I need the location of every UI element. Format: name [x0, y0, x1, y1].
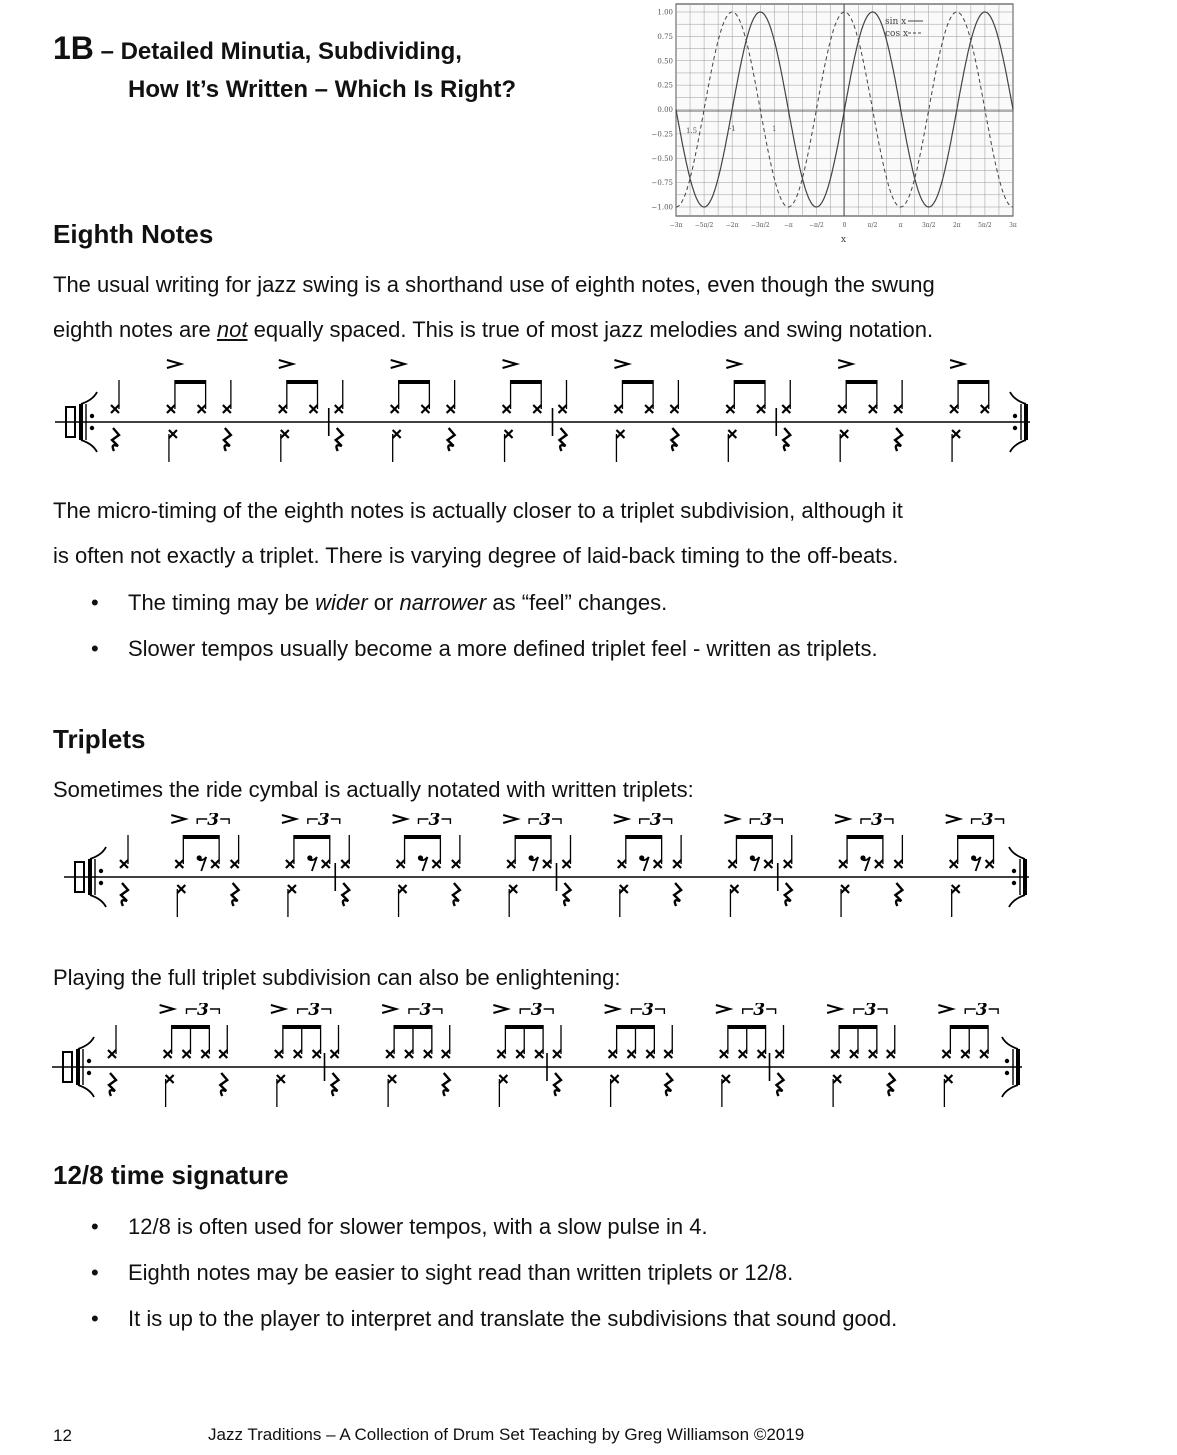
repeat-dot	[87, 1071, 91, 1075]
tuplet-number: 3	[864, 1003, 877, 1020]
x-tick-label: 5π/2	[978, 222, 992, 229]
x-notehead	[980, 1050, 988, 1058]
x-notehead	[313, 1050, 321, 1058]
x-notehead	[614, 405, 622, 413]
x-notehead	[211, 860, 219, 868]
quarter-rest	[109, 1073, 116, 1096]
x-notehead	[505, 430, 513, 438]
x-notehead	[664, 1050, 672, 1058]
x-notehead	[887, 1050, 895, 1058]
x-notehead	[223, 405, 231, 413]
accent-mark	[391, 360, 405, 368]
x-notehead	[950, 405, 958, 413]
quarter-rest	[888, 1073, 895, 1096]
x-notehead	[839, 860, 847, 868]
tuplet-number: 3	[539, 813, 551, 830]
page-title	[53, 30, 462, 67]
y-tick-label: −1.00	[651, 203, 673, 212]
quarter-rest	[564, 883, 571, 906]
text-span: or	[367, 590, 400, 615]
accent-mark	[716, 1005, 730, 1013]
x-notehead	[397, 860, 405, 868]
beam	[515, 835, 551, 839]
tuplet-number: 3	[196, 1003, 209, 1020]
y-tick-label: 0.25	[657, 81, 673, 90]
x-notehead	[670, 405, 678, 413]
x-notehead	[281, 430, 289, 438]
quarter-rest	[220, 1073, 227, 1096]
x-notehead	[393, 430, 401, 438]
curve-label-3: 1	[772, 125, 777, 133]
text-span: It is up to the player to interpret and translate the subdivisions that sound good.	[128, 1306, 898, 1331]
list-item: • The timing may be wider or narrower as “feel” changes.	[91, 590, 668, 615]
x-notehead	[219, 1050, 227, 1058]
x-notehead	[627, 1050, 635, 1058]
quarter-rest	[336, 428, 343, 451]
x-notehead	[322, 860, 330, 868]
beam	[734, 380, 765, 384]
x-notehead	[275, 1050, 283, 1058]
x-notehead	[169, 430, 177, 438]
beam	[626, 835, 662, 839]
accent-mark	[493, 1005, 507, 1013]
beam	[287, 380, 318, 384]
quarter-rest	[453, 883, 460, 906]
quarter-rest	[448, 428, 455, 451]
repeat-dot	[87, 1059, 91, 1063]
tuplet-number: 3	[317, 813, 330, 830]
x-notehead	[952, 430, 960, 438]
list-item: • Slower tempos usually become a more defined triplet feel - written as triplets.	[91, 636, 878, 661]
sine-cosine-graph	[641, 0, 1026, 246]
x-notehead	[507, 860, 515, 868]
x-notehead	[442, 1050, 450, 1058]
eighth-notes-paragraph	[53, 262, 1133, 352]
quarter-rest	[443, 1073, 450, 1096]
tuplet-number: 3	[419, 1003, 432, 1020]
x-notehead	[833, 1075, 841, 1083]
x-notehead	[784, 860, 792, 868]
x-notehead	[164, 1050, 172, 1058]
paragraph-line: is often not exactly a triplet. There is varying degree of laid-back timing to the off-beats.	[53, 543, 899, 568]
y-tick-label: 1.00	[657, 8, 673, 17]
x-notehead	[609, 1050, 617, 1058]
x-notehead	[986, 860, 994, 868]
x-notehead	[942, 1050, 950, 1058]
x-notehead	[497, 1050, 505, 1058]
accent-mark	[167, 360, 181, 368]
accent-mark	[827, 1005, 841, 1013]
beam	[399, 380, 430, 384]
x-notehead	[840, 430, 848, 438]
beam	[958, 835, 994, 839]
tuplet-number: 3	[871, 813, 883, 830]
x-notehead	[424, 1050, 432, 1058]
x-notehead	[757, 405, 765, 413]
text-span: Eighth notes may be easier to sight read than written triplets or 12/8.	[128, 1260, 794, 1285]
x-notehead	[869, 1050, 877, 1058]
x-notehead	[782, 405, 790, 413]
y-tick-label: −0.75	[651, 179, 673, 188]
quarter-rest	[895, 428, 902, 451]
notation-written-triplets	[62, 813, 1037, 930]
tuplet-number: 3	[981, 813, 994, 830]
x-notehead	[981, 405, 989, 413]
x-notehead	[277, 1075, 285, 1083]
x-notehead	[201, 1050, 209, 1058]
legend-cos: cos x	[885, 29, 909, 39]
x-notehead	[764, 860, 772, 868]
x-tick-label: 0	[842, 222, 847, 229]
accent-mark	[946, 815, 960, 823]
x-notehead	[720, 1050, 728, 1058]
x-notehead	[553, 1050, 561, 1058]
notation-eighth-notes	[53, 358, 1038, 473]
x-notehead	[388, 1075, 396, 1083]
graph-xlabel: x	[841, 235, 847, 245]
x-notehead	[673, 860, 681, 868]
x-tick-label: 3π/2	[921, 222, 936, 229]
x-notehead	[722, 1075, 730, 1083]
quarter-rest	[671, 428, 678, 451]
x-tick-label: −3π	[669, 222, 683, 229]
beam	[617, 1025, 655, 1029]
curve-label-2: -1	[729, 125, 736, 133]
repeat-dot	[99, 881, 103, 885]
y-tick-label: 0.50	[657, 57, 673, 66]
x-notehead	[503, 405, 511, 413]
accent-mark	[726, 360, 740, 368]
text-span: eighth notes are	[53, 317, 217, 342]
accent-mark	[614, 815, 628, 823]
quarter-rest	[783, 428, 790, 451]
beam	[958, 380, 989, 384]
x-notehead	[543, 860, 551, 868]
triplets-paragraph: Sometimes the ride cymbal is actually notated with written triplets:	[53, 777, 694, 802]
paragraph-line: The micro-timing of the eighth notes is actually closer to a triplet subdivision, although it	[53, 498, 903, 523]
beam	[511, 380, 542, 384]
x-notehead	[944, 1075, 952, 1083]
list-item: • It is up to the player to interpret and translate the subdivisions that sound good.	[91, 1306, 898, 1331]
tuplet-number: 3	[753, 1003, 766, 1020]
x-notehead	[563, 860, 571, 868]
accent-mark	[605, 1005, 619, 1013]
x-notehead	[645, 405, 653, 413]
beam	[175, 380, 206, 384]
quarter-rest	[112, 428, 119, 451]
y-tick-label: 0.00	[657, 106, 673, 114]
accent-mark	[503, 815, 517, 823]
beam	[294, 835, 330, 839]
x-tick-label: π	[898, 222, 903, 229]
emphasis-narrower: narrower	[399, 590, 487, 615]
x-notehead	[875, 860, 883, 868]
x-notehead	[499, 1075, 507, 1083]
y-tick-label: 0.75	[657, 32, 673, 41]
accent-mark	[950, 360, 964, 368]
quarter-rest	[332, 1073, 339, 1096]
heading-eighth-notes: Eighth Notes	[53, 219, 214, 249]
x-notehead	[620, 885, 628, 893]
tuplet-number: 3	[760, 813, 773, 830]
x-notehead	[869, 405, 877, 413]
x-notehead	[386, 1050, 394, 1058]
x-notehead	[739, 1050, 747, 1058]
accent-mark	[279, 360, 293, 368]
x-notehead	[108, 1050, 116, 1058]
paragraph-line	[53, 307, 1133, 352]
text-span: as “feel” changes.	[486, 590, 668, 615]
list-item: • 12/8 is often used for slower tempos, with a slow pulse in 4.	[91, 1214, 708, 1239]
x-notehead	[831, 1050, 839, 1058]
x-notehead	[120, 860, 128, 868]
x-notehead	[950, 860, 958, 868]
accent-mark	[724, 815, 738, 823]
emphasis-wider: wider	[315, 590, 368, 615]
quarter-rest	[785, 883, 792, 906]
accent-mark	[171, 815, 185, 823]
x-notehead	[294, 1050, 302, 1058]
title-number: 1B	[53, 30, 94, 66]
accent-mark	[838, 360, 852, 368]
tuplet-number: 3	[308, 1003, 321, 1020]
eighth-bullet-list	[53, 588, 1133, 680]
time-signature-bullet-list	[53, 1212, 1133, 1350]
tuplet-number: 3	[207, 813, 220, 830]
x-notehead	[838, 405, 846, 413]
accent-mark	[503, 360, 517, 368]
beam	[405, 835, 441, 839]
x-tick-label: −π	[783, 222, 793, 229]
x-notehead	[166, 1075, 174, 1083]
tuplet-number: 3	[530, 1003, 543, 1020]
x-notehead	[391, 405, 399, 413]
quarter-rest	[232, 883, 239, 906]
accent-mark	[393, 815, 407, 823]
x-notehead	[341, 860, 349, 868]
beam	[172, 1025, 210, 1029]
text-span: The timing may be	[128, 590, 316, 615]
x-notehead	[399, 885, 407, 893]
x-notehead	[616, 430, 624, 438]
quarter-rest	[777, 1073, 784, 1096]
x-notehead	[335, 405, 343, 413]
x-notehead	[309, 405, 317, 413]
notation-full-triplets	[50, 1003, 1030, 1118]
text-span: equally spaced. This is true of most jazz melodies and swing notation.	[247, 317, 934, 342]
x-notehead	[516, 1050, 524, 1058]
x-notehead	[177, 885, 185, 893]
y-tick-label: −0.50	[651, 154, 673, 163]
text-span: Slower tempos usually become a more defined triplet feel - written as triplets.	[128, 636, 878, 661]
x-notehead	[559, 405, 567, 413]
tuplet-number: 3	[641, 1003, 654, 1020]
x-notehead	[509, 885, 517, 893]
x-notehead	[728, 430, 736, 438]
accent-mark	[835, 815, 849, 823]
quarter-rest	[121, 883, 128, 906]
x-notehead	[894, 860, 902, 868]
curve-label-1: 1.5	[686, 127, 698, 135]
beam	[183, 835, 219, 839]
x-notehead	[730, 885, 738, 893]
beam	[736, 835, 772, 839]
quarter-rest	[895, 883, 902, 906]
beam	[846, 380, 877, 384]
x-tick-label: 2π	[952, 222, 961, 229]
x-notehead	[776, 1050, 784, 1058]
x-tick-label: −2π	[725, 222, 739, 229]
accent-mark	[614, 360, 628, 368]
x-notehead	[279, 405, 287, 413]
x-notehead	[447, 405, 455, 413]
x-notehead	[726, 405, 734, 413]
beam	[950, 1025, 988, 1029]
quarter-rest	[342, 883, 349, 906]
x-notehead	[535, 1050, 543, 1058]
accent-mark	[271, 1005, 285, 1013]
x-notehead	[286, 860, 294, 868]
quarter-rest	[674, 883, 681, 906]
x-notehead	[618, 860, 626, 868]
legend-sin: sin x	[885, 17, 907, 27]
beam	[283, 1025, 321, 1029]
x-notehead	[182, 1050, 190, 1058]
x-notehead	[952, 885, 960, 893]
x-tick-label: −5π/2	[694, 222, 714, 229]
x-notehead	[167, 405, 175, 413]
quarter-rest	[554, 1073, 561, 1096]
page-number: 12	[53, 1426, 72, 1445]
tuplet-number: 3	[649, 813, 662, 830]
title-line-2: How It’s Written – Which Is Right?	[128, 76, 516, 103]
text-span: 12/8 is often used for slower tempos, with a slow pulse in 4.	[128, 1214, 708, 1239]
x-notehead	[654, 860, 662, 868]
repeat-dot	[90, 414, 94, 418]
x-notehead	[421, 405, 429, 413]
x-notehead	[198, 405, 206, 413]
x-tick-label: −3π/2	[750, 222, 770, 229]
x-notehead	[841, 885, 849, 893]
x-notehead	[111, 405, 119, 413]
y-tick-label: −0.25	[651, 130, 673, 139]
x-notehead	[288, 885, 296, 893]
microtiming-paragraph	[53, 488, 1133, 578]
quarter-rest	[224, 428, 231, 451]
accent-mark	[160, 1005, 174, 1013]
emphasis-not: not	[216, 317, 248, 342]
heading-triplets: Triplets	[53, 724, 146, 754]
quarter-rest	[665, 1073, 672, 1096]
repeat-dot	[99, 869, 103, 873]
x-tick-label: 3π	[1009, 222, 1017, 229]
x-notehead	[331, 1050, 339, 1058]
accent-mark	[382, 1005, 396, 1013]
x-notehead	[533, 405, 541, 413]
x-notehead	[452, 860, 460, 868]
x-notehead	[405, 1050, 413, 1058]
list-item: • Eighth notes may be easier to sight read than written triplets or 12/8.	[91, 1260, 794, 1285]
beam	[505, 1025, 543, 1029]
beam	[847, 835, 883, 839]
x-notehead	[646, 1050, 654, 1058]
x-notehead	[175, 860, 183, 868]
x-notehead	[961, 1050, 969, 1058]
beam	[622, 380, 653, 384]
x-notehead	[758, 1050, 766, 1058]
x-notehead	[894, 405, 902, 413]
x-tick-label: π/2	[867, 222, 878, 229]
beam	[394, 1025, 432, 1029]
accent-mark	[938, 1005, 952, 1013]
title-line-1: – Detailed Minutia, Subdividing,	[93, 38, 462, 65]
x-notehead	[728, 860, 736, 868]
quarter-rest	[560, 428, 567, 451]
x-notehead	[231, 860, 239, 868]
full-triplet-paragraph: Playing the full triplet subdivision can also be enlightening:	[53, 965, 621, 990]
heading-12-8: 12/8 time signature	[53, 1160, 289, 1190]
x-tick-label: −π/2	[809, 222, 824, 229]
tuplet-number: 3	[975, 1003, 988, 1020]
x-notehead	[432, 860, 440, 868]
beam	[728, 1025, 766, 1029]
paragraph-line: The usual writing for jazz swing is a shorthand use of eighth notes, even though the swung	[53, 272, 935, 297]
tuplet-number: 3	[428, 813, 441, 830]
x-notehead	[850, 1050, 858, 1058]
repeat-dot	[90, 426, 94, 430]
x-notehead	[611, 1075, 619, 1083]
accent-mark	[282, 815, 296, 823]
footer-text: Jazz Traditions – A Collection of Drum Set Teaching by Greg Williamson ©2019	[208, 1425, 805, 1444]
beam	[839, 1025, 877, 1029]
